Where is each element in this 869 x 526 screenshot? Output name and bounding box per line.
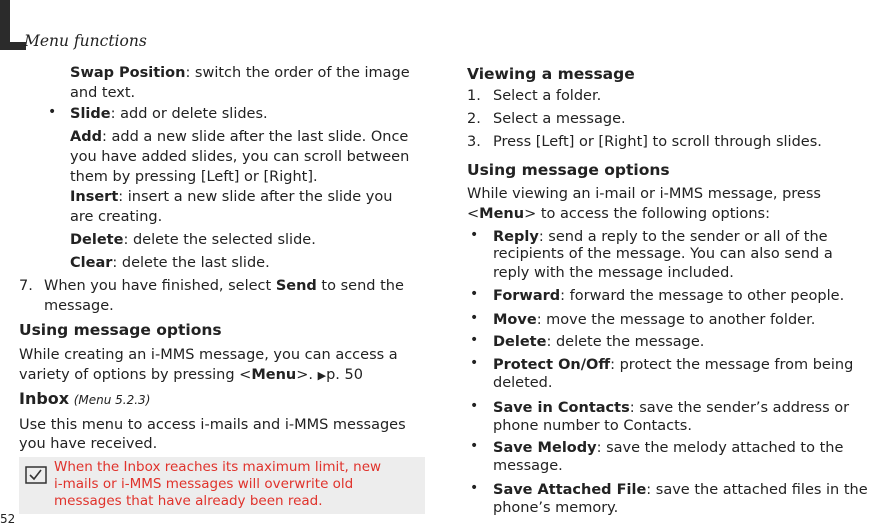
inbox-desc-l2: you have received. — [19, 436, 158, 452]
page-reference: p. 50 — [326, 367, 363, 383]
step-number: 2. — [467, 111, 481, 127]
insert-item: Insert: insert a new slide after the slide you — [70, 189, 393, 205]
step-number: 3. — [467, 134, 481, 150]
bullet-icon: • — [470, 332, 479, 348]
save-files-cont: phone’s memory. — [493, 500, 619, 516]
slide-item: Slide: add or delete slides. — [70, 106, 268, 122]
right-options-heading: Using message options — [467, 161, 670, 179]
step-7-text: When you have finished, select Send to send the — [44, 278, 404, 294]
note-line-2: i-mails or i-MMS messages will overwrite old — [54, 476, 354, 492]
swap-position-item: Swap Position: switch the order of the image — [70, 65, 410, 81]
step-text: Press [Left] or [Right] to scroll through slides. — [493, 134, 822, 150]
protect-cont: deleted. — [493, 375, 553, 391]
left-options-heading: Using message options — [19, 321, 222, 339]
page-header-title: Menu functions — [24, 32, 147, 50]
reply-item: Reply: send a reply to the sender or all of the — [493, 229, 828, 245]
delete-message-item: Delete: delete the message. — [493, 334, 705, 350]
protect-item: Protect On/Off: protect the message from being — [493, 357, 854, 373]
add-cont-2: them by pressing [Left] or [Right]. — [70, 169, 318, 185]
step-number: 1. — [467, 88, 481, 104]
bullet-icon: • — [470, 310, 479, 326]
header-bar-horizontal — [0, 42, 26, 50]
add-cont-1: you have added slides, you can scroll between — [70, 149, 410, 165]
forward-item: Forward: forward the message to other people. — [493, 288, 845, 304]
save-files-item: Save Attached File: save the attached files in the — [493, 482, 868, 498]
add-item: Add: add a new slide after the last slide. Once — [70, 129, 409, 145]
bullet-icon: • — [470, 355, 479, 371]
left-options-l1: While creating an i-MMS message, you can access a — [19, 347, 398, 363]
options-intro-l1: While viewing an i-mail or i-MMS message, press — [467, 186, 821, 202]
move-item: Move: move the message to another folder. — [493, 312, 816, 328]
page-number: 52 — [0, 512, 16, 526]
swap-position-cont: and text. — [70, 85, 136, 101]
options-intro-l2: <Menu> to access the following options: — [467, 206, 770, 222]
viewing-heading: Viewing a message — [467, 65, 635, 83]
right-triangle-icon: ▶ — [317, 369, 327, 382]
save-melody-cont: message. — [493, 458, 563, 474]
step-7-cont: message. — [44, 298, 114, 314]
delete-slide-item: Delete: delete the selected slide. — [70, 232, 316, 248]
note-line-1: When the Inbox reaches its maximum limit, new — [54, 459, 382, 475]
note-line-3: messages that have already been read. — [54, 493, 323, 509]
step-7-number: 7. — [19, 278, 33, 294]
note-check-icon — [25, 466, 47, 484]
insert-cont: are creating. — [70, 209, 163, 225]
bullet-icon: • — [470, 227, 479, 243]
bullet-icon: • — [48, 104, 57, 120]
bullet-icon: • — [470, 438, 479, 454]
step-text: Select a message. — [493, 111, 626, 127]
bullet-icon: • — [470, 398, 479, 414]
inbox-heading: Inbox (Menu 5.2.3) — [19, 389, 151, 408]
reply-cont-1: recipients of the message. You can also send a — [493, 246, 833, 262]
step-text: Select a folder. — [493, 88, 602, 104]
save-contacts-cont: phone number to Contacts. — [493, 418, 692, 434]
clear-item: Clear: delete the last slide. — [70, 255, 270, 271]
inbox-desc-l1: Use this menu to access i-mails and i-MMS messages — [19, 417, 406, 433]
bullet-icon: • — [470, 286, 479, 302]
left-options-l2: variety of options by pressing <Menu>. ▶p. 50 — [19, 367, 363, 383]
bullet-icon: • — [470, 480, 479, 496]
save-contacts-item: Save in Contacts: save the sender’s address or — [493, 400, 850, 416]
reply-cont-2: reply with the message included. — [493, 265, 734, 281]
save-melody-item: Save Melody: save the melody attached to the — [493, 440, 844, 456]
